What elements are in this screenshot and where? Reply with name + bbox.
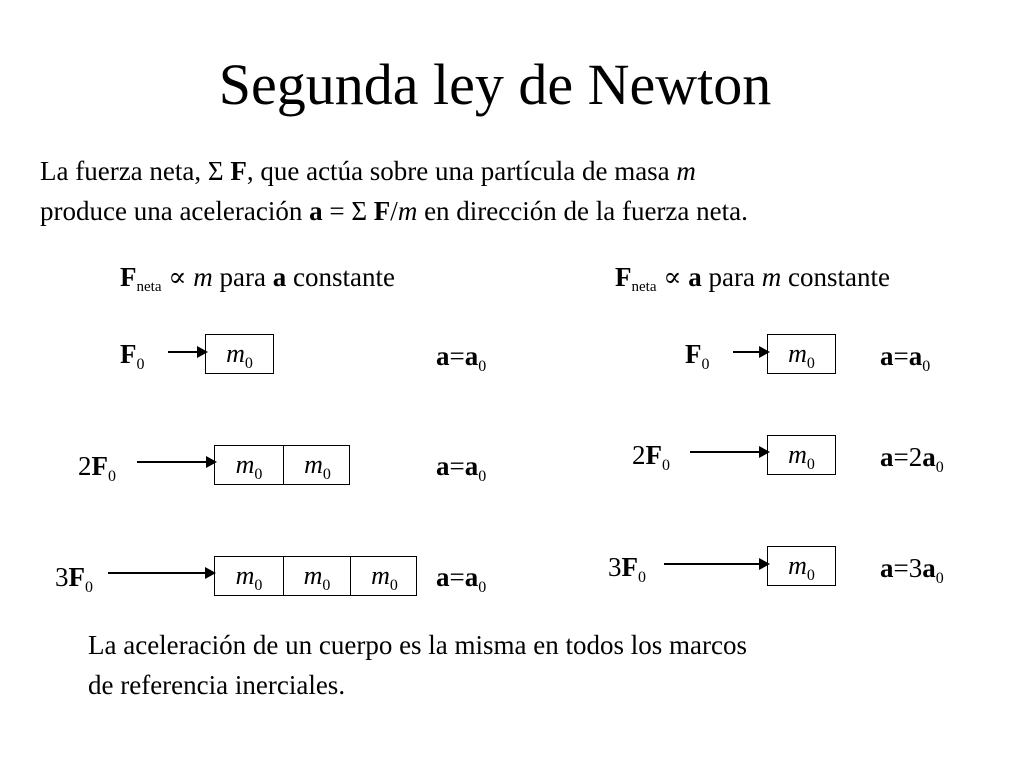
right-row-3-arrow bbox=[664, 563, 768, 565]
left-row-2-result: $a=a_0$ bbox=[436, 451, 487, 485]
mass-cell: $m_0$ bbox=[788, 551, 815, 584]
mass-cell: $m_0$ bbox=[788, 440, 815, 473]
right-heading: $F_{neta} \propto a$ para m constante bbox=[615, 262, 890, 295]
right-row-1-mass-block bbox=[767, 334, 836, 374]
right-row-2-mass-block bbox=[767, 435, 836, 475]
mass-cell: $m_0$ bbox=[235, 450, 263, 483]
left-row-1-arrow bbox=[168, 351, 206, 353]
conclusion-line-2: de referencia inerciales. bbox=[88, 670, 346, 700]
right-row-1-arrow bbox=[733, 351, 768, 353]
conclusion-line-1: La aceleración de un cuerpo es la misma en todos los marcos bbox=[88, 630, 748, 660]
mass-cell: $m_0$ bbox=[283, 446, 351, 484]
left-row-3-arrow bbox=[108, 572, 214, 574]
page-title: Segunda ley de Newton bbox=[218, 52, 772, 117]
right-row-3-result: $a=3a_0$ bbox=[880, 553, 944, 587]
left-row-1-result: $a=a_0$ bbox=[436, 341, 487, 375]
intro-line-1: La fuerza neta, Σ F, que actúa sobre una partícula de masa m bbox=[40, 156, 696, 186]
mass-cell: $m_0$ bbox=[788, 339, 815, 372]
left-row-2-mass-block bbox=[214, 445, 350, 485]
right-row-1-force: $F_0$ bbox=[685, 339, 710, 373]
right-row-1-result: $a=a_0$ bbox=[880, 341, 931, 375]
right-row-2-force: $2F_0$ bbox=[632, 440, 670, 474]
mass-cell: $m_0$ bbox=[235, 561, 263, 594]
mass-cell: $m_0$ bbox=[226, 339, 253, 372]
left-row-1-mass-block bbox=[205, 334, 274, 374]
left-heading: $F_{neta} \propto m$ para a constante bbox=[120, 262, 395, 295]
left-row-3-result: $a=a_0$ bbox=[436, 562, 487, 596]
sigma-symbol: Σ bbox=[207, 156, 224, 186]
mass-cell: $m_0$ bbox=[350, 557, 418, 595]
right-row-2-arrow bbox=[690, 451, 768, 453]
left-row-2-force: $2F_0$ bbox=[78, 451, 116, 485]
mass-cell: $m_0$ bbox=[283, 557, 350, 595]
intro-line-2: produce una aceleración a = Σ F/m en dirección de la fuerza neta. bbox=[40, 196, 748, 226]
right-row-2-result: $a=2a_0$ bbox=[880, 442, 944, 476]
right-row-3-mass-block bbox=[767, 546, 836, 586]
right-row-3-force: $3F_0$ bbox=[608, 552, 646, 586]
left-row-3-mass-block bbox=[214, 556, 417, 596]
left-row-3-force: $3F_0$ bbox=[55, 562, 93, 596]
left-row-1-force: $F_0$ bbox=[120, 339, 145, 373]
left-row-2-arrow bbox=[137, 461, 215, 463]
